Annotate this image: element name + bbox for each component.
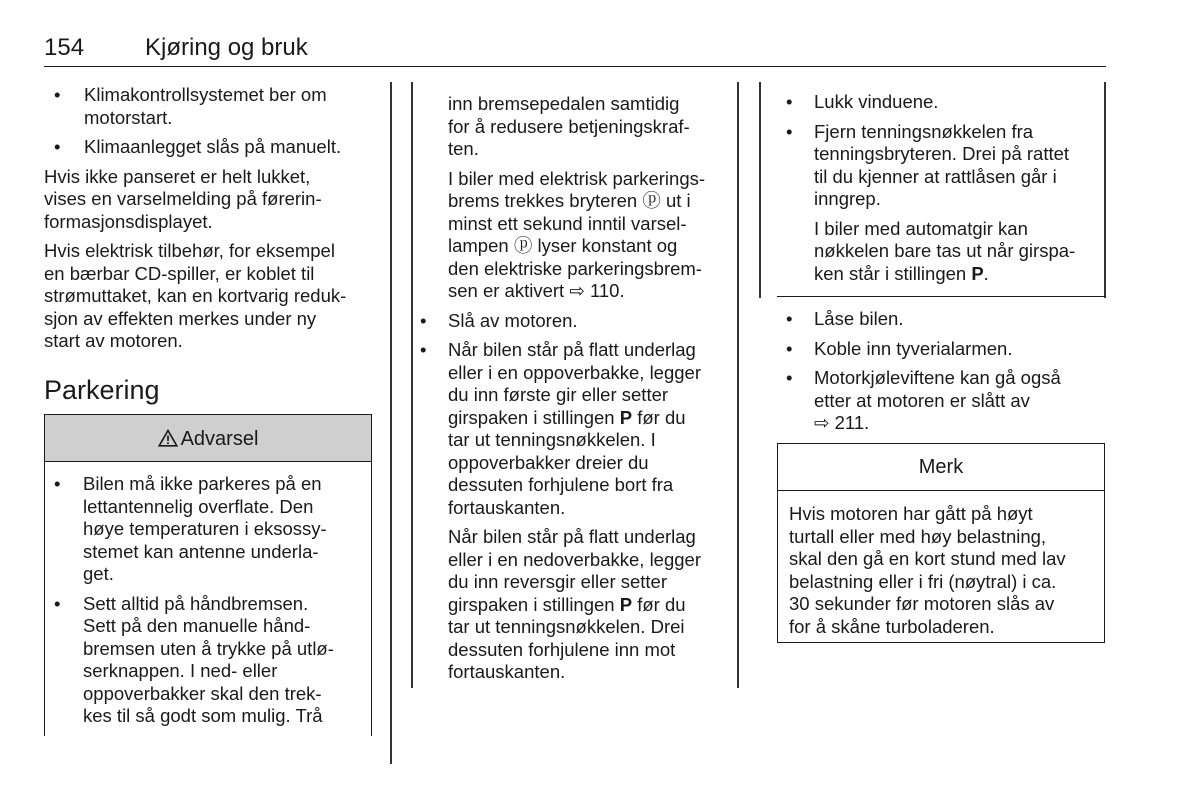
text-line: lampen ⓟ lyser konstant og — [448, 235, 678, 256]
page-header — [44, 30, 1106, 67]
bullet-icon: • — [786, 367, 793, 388]
bullet-icon: • — [54, 84, 61, 105]
note-title: Merk — [778, 444, 1104, 491]
paragraph-automatic — [778, 218, 1098, 286]
list-item — [45, 593, 371, 728]
text-line: en bærbar CD-spiller, er koblet til — [44, 262, 315, 284]
paragraph-brake-pedal — [412, 93, 732, 161]
text-line: etter at motoren er slått av — [814, 389, 1030, 411]
list-item — [778, 308, 1098, 331]
list-item — [412, 339, 732, 519]
text-line: sjon av effekten merkes under ny — [44, 307, 317, 329]
bullet-icon: • — [786, 308, 793, 329]
list-item — [778, 121, 1098, 211]
bullet-icon: • — [420, 309, 427, 331]
text-run: før du — [632, 593, 686, 615]
page-number: 154 — [44, 34, 85, 61]
text-line: for å redusere betjeningskraf- — [448, 115, 690, 137]
text-line: Motorkjøleviftene kan gå også — [814, 367, 1061, 388]
text-line: brems trekkes bryteren ⓟ ut i — [448, 190, 691, 211]
text-line: start av motoren. — [44, 330, 183, 351]
text-line: lettantennelig overflate. Den — [83, 495, 314, 517]
text-line — [448, 407, 732, 430]
text-line: Sett alltid på håndbremsen. — [83, 592, 309, 614]
gear-position-p: P — [619, 406, 633, 428]
bullet-icon: • — [786, 120, 793, 142]
text-line: for å skåne turboladeren. — [789, 615, 995, 637]
text-line: tar ut tenningsnøkkelen. Drei — [448, 616, 685, 637]
text-line: get. — [83, 563, 114, 584]
gear-position-p: P — [619, 593, 633, 615]
text-line: inngrep. — [814, 188, 881, 209]
text-line: oppoverbakker dreier du — [448, 451, 649, 473]
text-line: Låse bilen. — [814, 308, 904, 329]
warning-box-body — [44, 462, 372, 736]
page-reference[interactable]: ⇨ 211. — [814, 412, 870, 433]
text-line: til du kjenner at rattlåsen går i — [814, 165, 1057, 187]
text-line: høye temperaturen i eksossy- — [83, 518, 327, 539]
text-line: motorstart. — [84, 106, 173, 128]
text-line: serknappen. I ned- eller — [83, 660, 278, 681]
list-item — [412, 310, 732, 333]
note-box — [777, 443, 1105, 643]
text-line: skal den gå en kort stund med lav — [789, 548, 1066, 569]
column-3-lower — [778, 308, 1098, 442]
text-run: ken står i stillingen — [814, 262, 967, 284]
text-line — [448, 594, 732, 617]
list-item — [778, 91, 1098, 114]
text-line: strømuttaket, kan en kortvarig reduk- — [44, 285, 347, 306]
text-line: Koble inn tyverialarmen. — [814, 337, 1013, 359]
text-line: du inn første gir eller setter — [448, 384, 669, 405]
text-run: før du — [632, 406, 686, 428]
text-line: I biler med automatgir kan — [814, 217, 1028, 239]
text-line: tar ut tenningsnøkkelen. I — [448, 429, 656, 450]
list-item — [44, 84, 379, 129]
paragraph-hood — [44, 166, 379, 234]
paragraph-accessories — [44, 240, 379, 353]
list-item — [45, 473, 371, 586]
text-line: stemet kan antenne underla- — [83, 540, 319, 562]
column-rule-2b — [737, 82, 739, 688]
text-line: Hvis ikke panseret er helt lukket, — [44, 165, 311, 187]
column-2 — [412, 93, 732, 691]
text-line: Lukk vinduene. — [814, 91, 939, 112]
text-line: 30 sekunder før motoren slås av — [789, 593, 1055, 614]
text-line: vises en varselmelding på førerin- — [44, 188, 322, 209]
text-line: turtall eller med høy belastning, — [789, 525, 1047, 547]
section-heading-parkering: Parkering — [44, 375, 160, 405]
text-line: ten. — [448, 138, 479, 159]
text-run: girspaken i stillingen — [448, 593, 615, 615]
text-line: tenningsbryteren. Drei på rattet — [814, 143, 1070, 164]
text-line: I biler med elektrisk parkerings- — [448, 167, 706, 189]
text-line: nøkkelen bare tas ut når girspa- — [814, 240, 1076, 261]
text-line: du inn reversgir eller setter — [448, 571, 668, 592]
text-line: bremsen uten å trykke på utlø- — [83, 637, 334, 659]
warning-triangle-icon — [158, 415, 178, 463]
text-line: fortauskanten. — [448, 496, 566, 518]
list-item — [778, 338, 1098, 361]
text-line: belastning eller i fri (nøytral) i ca. — [789, 570, 1057, 592]
text-line: Hvis elektrisk tilbehør, for eksempel — [44, 240, 335, 261]
text-line: den elektriske parkeringsbrem- — [448, 257, 702, 279]
text-line: formasjonsdisplayet. — [44, 210, 213, 232]
text-line: oppoverbakker skal den trek- — [83, 682, 322, 704]
text-line — [814, 263, 1098, 286]
text-line: Klimakontrollsystemet ber om — [84, 84, 327, 105]
bullet-icon: • — [786, 91, 793, 112]
chapter-title: Kjøring og bruk — [145, 34, 308, 61]
text-run: girspaken i stillingen — [448, 406, 615, 428]
text-line: Hvis motoren har gått på høyt — [789, 503, 1033, 524]
text-line: minst ett sekund inntil varsel- — [448, 212, 687, 234]
text-line: kes til så godt som mulig. Trå — [83, 705, 323, 726]
column-rule-3a — [759, 82, 761, 298]
text-line: dessuten forhjulene inn mot — [448, 638, 676, 660]
gear-position-p: P — [971, 262, 984, 284]
text-line: eller i en oppoverbakke, legger — [448, 361, 701, 383]
bullet-icon: • — [786, 337, 793, 359]
text-run: . — [983, 262, 989, 284]
warning-box-header — [44, 414, 372, 462]
paragraph-electric-brake — [412, 168, 732, 303]
page-reference[interactable]: sen er aktivert ⇨ 110. — [448, 280, 625, 301]
list-item — [44, 136, 379, 159]
column-rule-1 — [390, 82, 392, 764]
text-line: Når bilen står på flatt underlag — [448, 339, 696, 360]
bullet-icon: • — [54, 473, 61, 494]
text-line: Sett på den manuelle hånd- — [83, 615, 311, 636]
text-line: dessuten forhjulene bort fra — [448, 474, 674, 495]
list-item — [778, 367, 1098, 435]
bullet-icon: • — [420, 339, 427, 360]
note-body — [778, 491, 1104, 638]
text-line: Når bilen står på flatt underlag — [448, 526, 696, 547]
text-line: fortauskanten. — [448, 661, 566, 682]
column-3 — [778, 91, 1098, 292]
text-line: eller i en nedoverbakke, legger — [448, 548, 701, 570]
text-line: Klimaanlegget slås på manuelt. — [84, 136, 342, 157]
warning-title: Advarsel — [180, 428, 259, 450]
paragraph-downhill — [412, 526, 732, 684]
text-line: inn bremsepedalen samtidig — [448, 93, 680, 114]
bullet-icon: • — [54, 136, 61, 157]
bullet-icon: • — [54, 592, 61, 614]
text-line: Fjern tenningsnøkkelen fra — [814, 120, 1034, 142]
column-1 — [44, 84, 379, 360]
text-line: Bilen må ikke parkeres på en — [83, 473, 322, 494]
text-line: Slå av motoren. — [448, 309, 578, 331]
warning-box — [44, 414, 372, 736]
